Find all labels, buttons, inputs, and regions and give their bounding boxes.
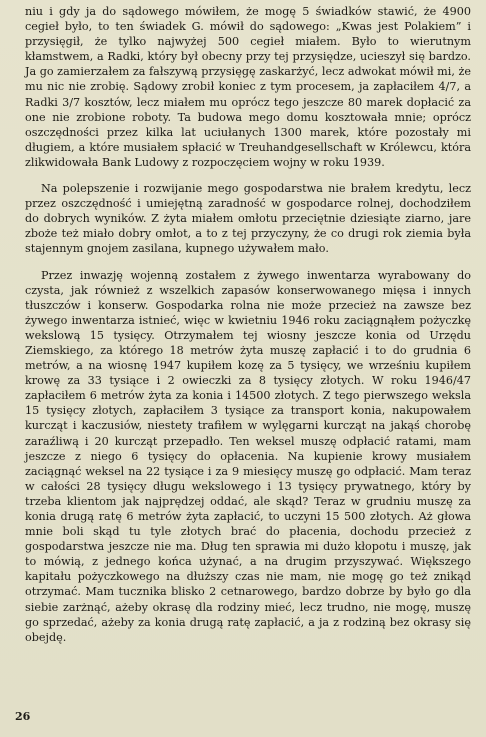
paragraph-3: Przez inwazję wojenną zostałem z żywego inwentarza wyrabowany do czysta, jak również z wszelkich zapasów konserwowanego mięsa i innych tłuszczów i konserw. Gospodarka rolna nie może przecież na zawsze bez żywego inwentarza istnieć, więc w kwietniu 1946 roku zaciągnąłem pożyczkę wekslową 15 tysięcy. Otrzymałem tej wiosny jeszcze konia od Urzędu Ziemskiego, za którego 18 metrów żyta muszę zapłacić i to do grudnia 6 metrów, a na wiosnę 1947 kupiłem kozę za 5 tysięcy, we wrześniu kupiłem krowę za 33 tysiące i 2 owieczki za 8 tysięcy złotych. W roku 1946/47 zapłaciłem 6 metrów żyta za konia i 14500 złotych. Z tego pierwszego weksla 15 tysięcy złotych, zapłaciłem 3 tysiące za transport konia, nakupowałem kurcząt i kaczusiów, niestety trafiłem w wylęgarni kurcząt na jakąś chorobę zaraźliwą i 20 kurcząt przepadło. Ten weksel muszę odpłacić ratami, mam jeszcze z niego 6 tysięcy do opłacenia. Na kupienie krowy musiałem zaciągnąć weksel na 22 tysiące i za 9 miesięcy muszę go odpłacić. Mam teraz w całości 28 tysięcy długu wekslowego i 13 tysięcy prywatnego, który by trzeba klientom jak najprędzej oddać, ale skąd? Teraz w grudniu muszę za konia drugą ratę 6 metrów żyta zapłacić, to uczyni 15 500 złotych. Aż głowa mnie boli skąd tu tyle złotych brać do płacenia, dochodu przecież z gospodarstwa jeszcze nie ma. Dług ten sprawia mi dużo kłopotu i muszę, jak to mówią, z jednego końca użynać, a na drugim przyszywać. Większego kapitału pożyczkowego na dłuższy czas nie mam, nie mogę go też znikąd otrzymać. Mam tucznika blisko 2 cetnarowego, bardzo dobrze by było go dla siebie zarżnąć, ażeby okrasę dla rodziny mieć, lecz trudno, nie mogę, muszę go sprzedać, ażeby za konia drugą ratę zapłacić, a ja z rodziną bez okrasy się obejdę. bbox=[25, 268, 471, 644]
paragraph-2: Na polepszenie i rozwijanie mego gospodarstwa nie brałem kredytu, lecz przez oszczędność i umiejętną zaradność w gospodarce rolnej, dochodziłem do dobrych wyników. Z żyta miałem omłotu przeciętnie dziesiąte ziarno, jare zboże też miało dobry omłot, a to z tej przyczyny, że co drugi rok ziemia była stajennym gnojem zasilana, kupnego używałem mało. bbox=[25, 182, 471, 256]
paragraph-1: niu i gdy ja do sądowego mówiłem, że mogę 5 świadków stawić, że 4900 cegieł było, to ten świadek G. mówił do sądowego: „Kwas jest Polakiem” i przysięgił, że tylko najwyżej 500 cegieł miałem. Było to wierutnym kłamstwem, a Radki, który był obecny przy tej przysiędze, ucieszył się bardzo. Ja go zamierzałem za fałszywą przysięgę zaskarżyć, lecz adwokat mówił mi, że mu nic nie zrobię. Sądowy zrobił koniec z tym procesem, ja zapłaciłem 4/7, a Radki 3/7 kosztów, lecz miałem mu oprócz tego jeszcze 80 marek dopłacić za one nie zrobione roboty. Ta budowa mego domu kosztowała mnie; oprócz oszczędności przez kilka lat uciułanych 1300 marek, które pozostały mi długiem, a które musiałem spłacić w Treuhandgesellschaft w Królewcu, która zlikwidowała Bank Ludowy z rozpoczęciem wojny w roku 1939. bbox=[25, 5, 471, 169]
page-number: 26 bbox=[15, 710, 31, 723]
